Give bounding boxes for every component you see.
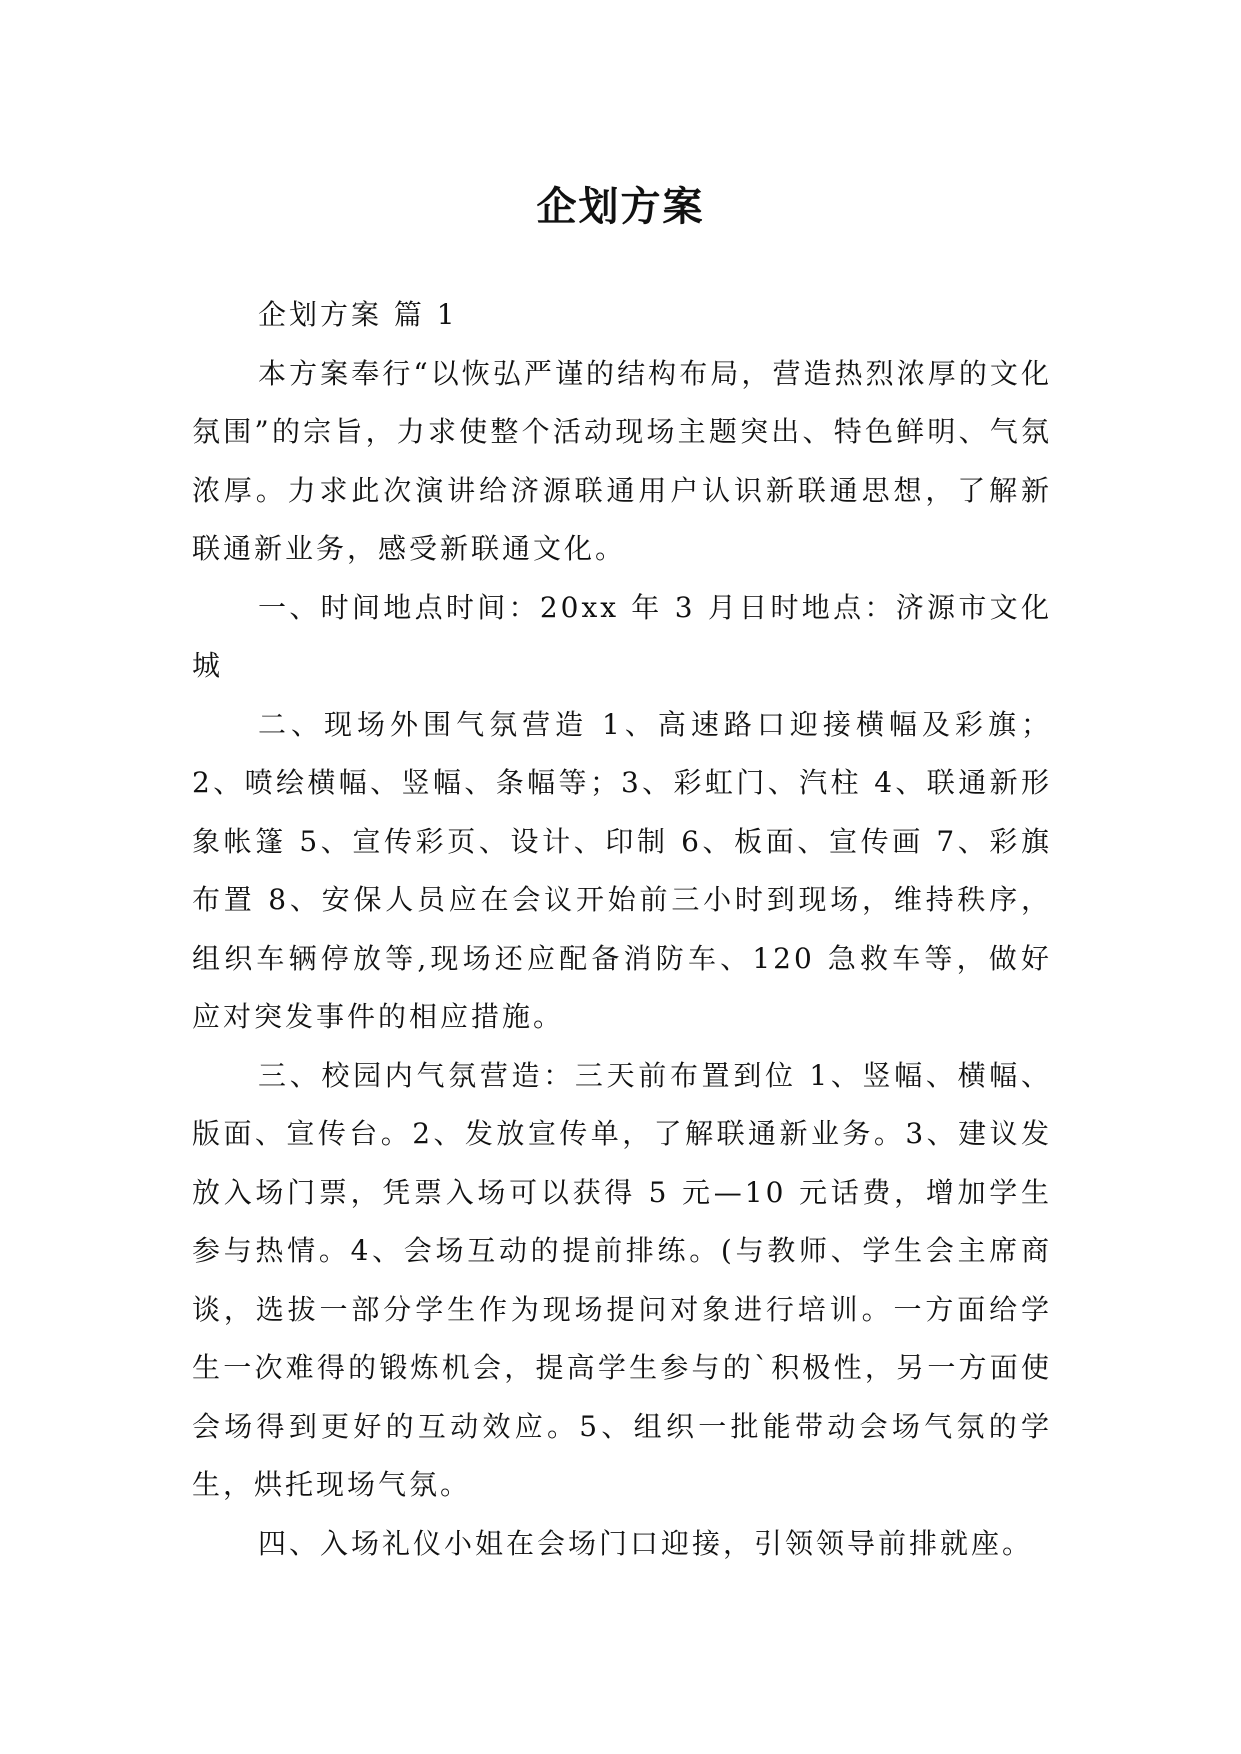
section-campus-atmosphere: 三、校园内气氛营造：三天前布置到位 1、竖幅、横幅、版面、宣传台。2、发放宣传单，了解联通新业务。3、建议发放入场门票，凭票入场可以获得 5 元—10 元话费，增加学生参与热情。4、会场互动的提前排练。(与教师、学生会主席商谈，选拔一部分学生作为现场提问对象进行培训。一方面给学生一次难得的锻炼机会，提高学生参与的`积极性，另一方面使会场得到更好的互动效应。5、组织一批能带动会场气氛的学生，烘托现场气氛。 xyxy=(192,1058,1052,1501)
section-heading: 企划方案 篇 1 xyxy=(258,298,458,331)
intro-paragraph: 本方案奉行“以恢弘严谨的结构布局，营造热烈浓厚的文化氛围”的宗旨，力求使整个活动现场主题突出、特色鲜明、气氛浓厚。力求此次演讲给济源联通用户认识新联通思想，了解新联通新业务，感受新联通文化。 xyxy=(192,356,1052,565)
section-outer-atmosphere: 二、现场外围气氛营造 1、高速路口迎接横幅及彩旗；2、喷绘横幅、竖幅、条幅等；3、彩虹门、汽柱 4、联通新形象帐篷 5、宣传彩页、设计、印制 6、板面、宣传画 7、彩旗布置 8、安保人员应在会议开始前三小时到现场，维持秩序，组织车辆停放等,现场还应配备消防车、120 急救车等，做好应对突发事件的相应措施。 xyxy=(192,707,1052,1033)
document-body xyxy=(192,286,1052,1573)
document-title: 企划方案 xyxy=(536,182,705,230)
section-entry-etiquette: 四、入场礼仪小姐在会场门口迎接，引领领导前排就座。 xyxy=(258,1526,1034,1560)
section-time-location: 一、时间地点时间：20xx 年 3 月日时地点：济源市文化城 xyxy=(192,590,1052,682)
